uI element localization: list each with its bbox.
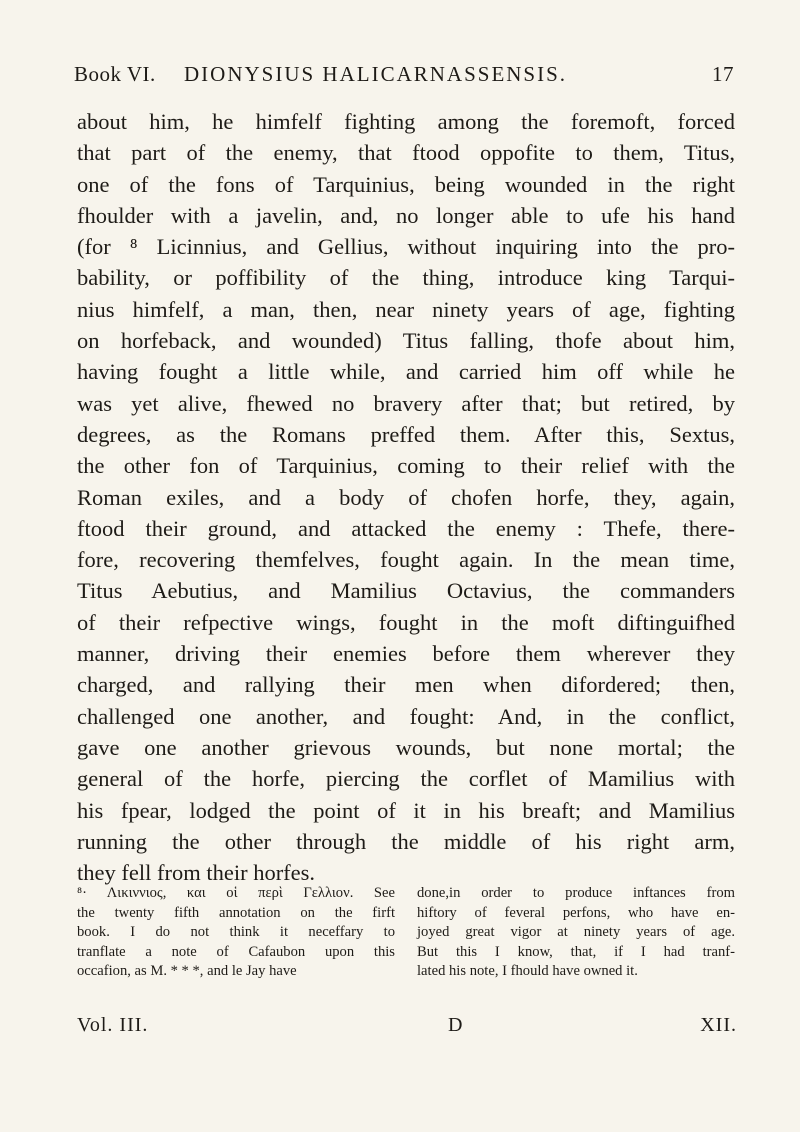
text-line: gave one another grievous wounds, but none mortal; the xyxy=(77,734,735,760)
text-line: general of the horfe, piercing the corflet of Mamilius with xyxy=(77,766,735,792)
text-line: his fpear, lodged the point of it in his breaft; and Mamilius xyxy=(77,797,735,823)
text-line: manner, driving their enemies before them wherever they xyxy=(77,641,735,667)
text-line: bability, or poffibility of the thing, introduce king Tarqui- xyxy=(77,265,735,291)
text-line: ftood their ground, and attacked the enemy : Thefe, there- xyxy=(77,515,735,541)
text-line: degrees, as the Romans preffed them. After this, Sextus, xyxy=(77,421,735,447)
text-line: Roman exiles, and a body of chofen horfe, they, again, xyxy=(77,484,735,510)
footnote-line: tranflate a note of Cafaubon upon this xyxy=(77,943,395,960)
text-line: was yet alive, fhewed no bravery after that; but retired, by xyxy=(77,390,735,416)
text-line: one of the fons of Tarquinius, being wounded in the right xyxy=(77,171,735,197)
volume-label: Vol. III. xyxy=(77,1014,149,1036)
text-line: running the other through the middle of his right arm, xyxy=(77,828,735,854)
footnote-line: joyed great vigor at ninety years of age. xyxy=(417,924,735,941)
running-header xyxy=(74,62,734,94)
footnote-line: lated his note, I fhould have owned it. xyxy=(417,963,638,980)
text-line: they fell from their horfes. xyxy=(77,860,316,886)
footnote-line: ⁸· Λικιννιος, και οἱ περὶ Γελλιον. See xyxy=(77,885,395,901)
footnote-line: hiftory of feveral perfons, who have en- xyxy=(417,904,735,921)
book-marker: XII. xyxy=(700,1014,737,1036)
page-footer xyxy=(77,1014,737,1046)
footnote-left-column xyxy=(77,884,395,982)
footnote xyxy=(77,884,735,1014)
text-line: fhoulder with a javelin, and, no longer able to ufe his hand xyxy=(77,202,735,228)
text-line: having fought a little while, and carried him off while he xyxy=(77,359,735,385)
book-label: Book VI. xyxy=(74,62,156,86)
signature-mark: D xyxy=(448,1014,464,1036)
text-line: challenged one another, and fought: And, in the conflict, xyxy=(77,703,735,729)
text-line: the other fon of Tarquinius, coming to their relief with the xyxy=(77,453,735,479)
footnote-right-column xyxy=(417,884,735,982)
text-line: Titus Aebutius, and Mamilius Octavius, the commanders xyxy=(77,578,735,604)
text-line: on horfeback, and wounded) Titus falling, thofe about him, xyxy=(77,328,735,354)
running-title: DIONYSIUS HALICARNASSENSIS. xyxy=(184,62,568,86)
footnote-line: done,in order to produce inftances from xyxy=(417,885,735,901)
footnote-line: book. I do not think it neceffary to xyxy=(77,924,395,941)
text-line: that part of the enemy, that ftood oppofite to them, Titus, xyxy=(77,140,735,166)
page-number: 17 xyxy=(712,62,734,86)
text-line: fore, recovering themfelves, fought again. In the mean time, xyxy=(77,547,735,573)
text-line: of their refpective wings, fought in the moft diftinguifhed xyxy=(77,609,735,635)
footnote-line: the twenty fifth annotation on the firft xyxy=(77,904,395,921)
footnote-line: But this I know, that, if I had tranf- xyxy=(417,943,735,960)
text-line: charged, and rallying their men when difordered; then, xyxy=(77,672,735,698)
text-line: about him, he himfelf fighting among the foremoft, forced xyxy=(77,109,735,134)
footnote-line: occafion, as M. * * *, and le Jay have xyxy=(77,963,297,980)
main-text xyxy=(77,106,735,888)
text-line: nius himfelf, a man, then, near ninety years of age, fighting xyxy=(77,296,735,322)
text-line: (for ⁸ Licinnius, and Gellius, without inquiring into the pro- xyxy=(77,234,735,260)
